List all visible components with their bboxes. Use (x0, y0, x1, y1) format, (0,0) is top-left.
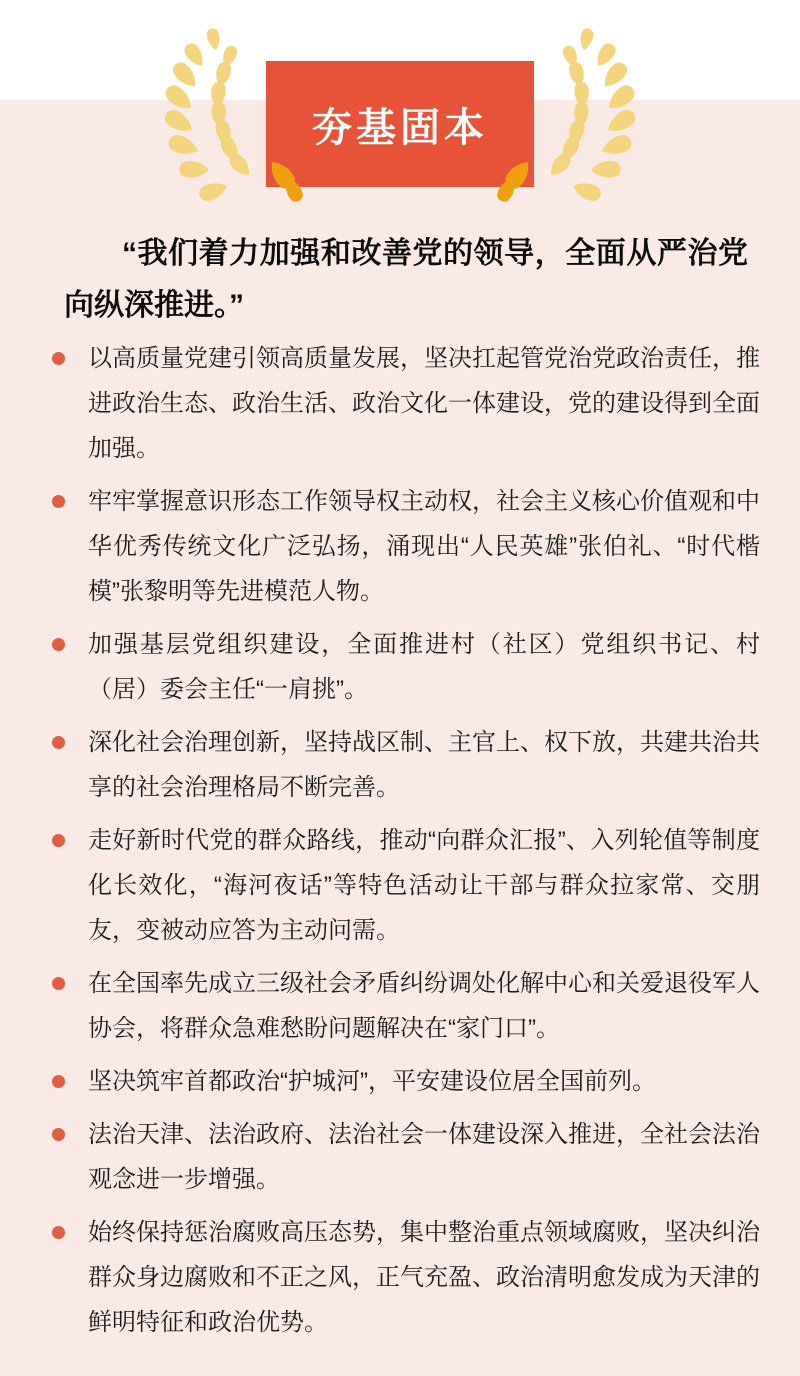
list-item-text: 牢牢掌握意识形态工作领导权主动权，社会主义核心价值观和中华优秀传统文化广泛弘扬，涌现出“人民英雄”张伯礼、“时代楷模”张黎明等先进模范人物。 (88, 488, 760, 605)
list-item-text: 以高质量党建引领高质量发展，坚决扛起管党治党政治责任，推进政治生态、政治生活、政治文化一体建设，党的建设得到全面加强。 (88, 345, 760, 462)
laurel-branch-right-icon (502, 30, 614, 202)
list-item-text: 法治天津、法治政府、法治社会一体建设深入推进，全社会法治观念进一步增强。 (88, 1121, 760, 1193)
bullet-dot-icon (52, 1128, 65, 1141)
list-item (52, 961, 760, 1051)
list-item (52, 720, 760, 810)
title-ribbon (266, 61, 534, 187)
list-item (52, 1210, 760, 1345)
list-item-text: 坚决筑牢首都政治“护城河”，平安建设位居全国前列。 (88, 1068, 656, 1095)
bullet-dot-icon (52, 495, 65, 508)
list-item-text: 始终保持惩治腐败高压态势，集中整治重点领域腐败，坚决纠治群众身边腐败和不正之风，正气充盈、政治清明愈发成为天津的鲜明特征和政治优势。 (88, 1219, 760, 1336)
page-title: 夯基固本 (312, 105, 488, 150)
bullet-dot-icon (52, 638, 65, 651)
lead-quote: “我们着力加强和改善党的领导，全面从严治党向纵深推进。” (64, 237, 748, 322)
list-item (52, 1112, 760, 1202)
header-banner (0, 0, 800, 210)
list-item-text: 加强基层党组织建设，全面推进村（社区）党组织书记、村（居）委会主任“一肩挑”。 (88, 631, 760, 703)
list-item-text: 走好新时代党的群众路线，推动“向群众汇报”、入列轮值等制度化长效化，“海河夜话”等特色活动让干部与群众拉家常、交朋友，变被动应答为主动问需。 (88, 827, 760, 944)
bullet-dot-icon (52, 352, 65, 365)
list-item (52, 1059, 760, 1104)
list-item-text: 深化社会治理创新，坚持战区制、主官上、权下放，共建共治共享的社会治理格局不断完善。 (88, 729, 760, 801)
bullet-dot-icon (52, 1075, 65, 1088)
list-item (52, 336, 760, 471)
bullet-dot-icon (52, 834, 65, 847)
list-item (52, 818, 760, 953)
bullet-dot-icon (52, 736, 65, 749)
bullet-dot-icon (52, 977, 65, 990)
list-item (52, 479, 760, 614)
list-item (52, 622, 760, 712)
list-item-text: 在全国率先成立三级社会矛盾纠纷调处化解中心和关爱退役军人协会，将群众急难愁盼问题解决在“家门口”。 (88, 970, 760, 1042)
bullet-dot-icon (52, 1226, 65, 1239)
laurel-branch-left-icon (186, 30, 298, 202)
achievement-list (52, 336, 760, 1353)
